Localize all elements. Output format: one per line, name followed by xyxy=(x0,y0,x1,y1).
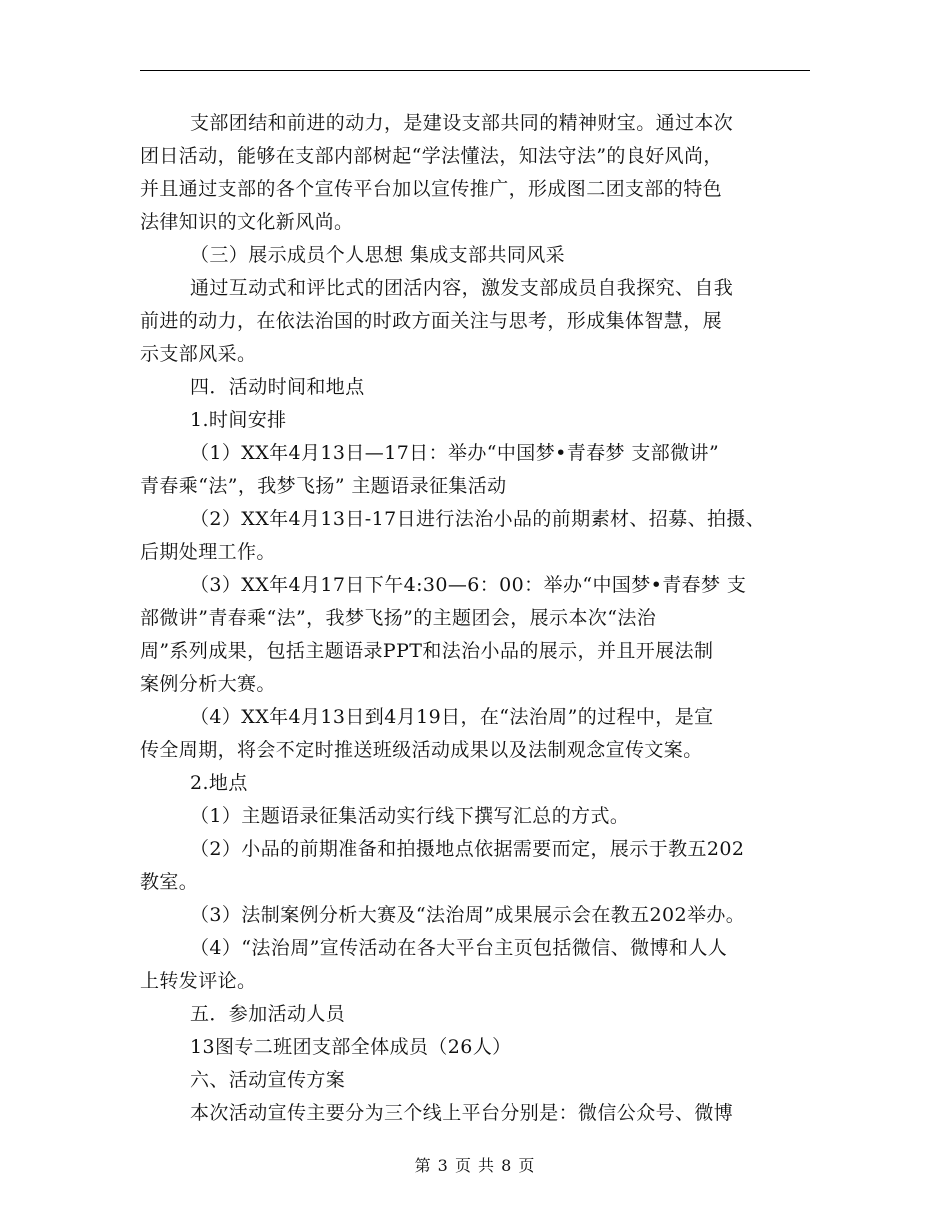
text-line: （2）小品的前期准备和拍摄地点依据需要而定，展示于教五202 xyxy=(190,838,745,860)
text-line: 前进的动力，在依法治国的时政方面关注与思考，形成集体智慧，展 xyxy=(140,310,723,332)
section-heading: 六、活动宣传方案 xyxy=(190,1069,346,1091)
text-line: 部微讲”青春乘“法”，我梦飞扬”的主题团会，展示本次“法治 xyxy=(140,607,657,629)
text-line: （1）XX年4月13日—17日：举办“中国梦•青春梦 支部微讲” xyxy=(190,442,720,464)
text-line: 青春乘“法”，我梦飞扬” 主题语录征集活动 xyxy=(140,475,507,497)
text-line: （4）“法治周”宣传活动在各大平台主页包括微信、微博和人人 xyxy=(190,937,728,959)
text-line: 案例分析大赛。 xyxy=(140,673,276,695)
text-line: 团日活动，能够在支部内部树起“学法懂法，知法守法”的良好风尚， xyxy=(140,145,723,167)
text-line: 教室。 xyxy=(140,871,199,893)
section-heading: （三）展示成员个人思想 集成支部共同风采 xyxy=(190,244,566,266)
text-line: 支部团结和前进的动力，是建设支部共同的精神财宝。通过本次 xyxy=(190,112,734,134)
text-line: 通过互动式和评比式的团活内容，激发支部成员自我探究、自我 xyxy=(190,277,734,299)
text-line: （2）XX年4月13日-17日进行法治小品的前期素材、招募、拍摄、 xyxy=(190,508,766,530)
section-heading: 四．活动时间和地点 xyxy=(190,376,365,398)
text-line: （4）XX年4月13日到4月19日，在“法治周”的过程中，是宣 xyxy=(190,706,714,728)
subsection-heading: 2.地点 xyxy=(190,772,248,794)
text-line: 周”系列成果，包括主题语录PPT和法治小品的展示，并且开展法制 xyxy=(140,640,714,662)
text-line: （1）主题语录征集活动实行线下撰写汇总的方式。 xyxy=(190,805,630,827)
text-line: （3）法制案例分析大赛及“法治周”成果展示会在教五202举办。 xyxy=(190,904,746,926)
section-heading: 五．参加活动人员 xyxy=(190,1003,346,1025)
text-line: 后期处理工作。 xyxy=(140,541,276,563)
text-line: 法律知识的文化新风尚。 xyxy=(140,211,354,233)
text-line: 传全周期，将会不定时推送班级活动成果以及法制观念宣传文案。 xyxy=(140,739,703,761)
header-rule xyxy=(140,70,810,71)
page-number-footer: 第 3 页 共 8 页 xyxy=(414,1156,536,1175)
text-line: 并且通过支部的各个宣传平台加以宣传推广，形成图二团支部的特色 xyxy=(140,178,723,200)
text-line: 上转发评论。 xyxy=(140,970,257,992)
text-line: 示支部风采。 xyxy=(140,343,257,365)
text-line: 13图专二班团支部全体成员（26人） xyxy=(190,1036,512,1058)
subsection-heading: 1.时间安排 xyxy=(190,409,287,431)
text-line: 本次活动宣传主要分为三个线上平台分别是：微信公众号、微博 xyxy=(190,1102,734,1124)
text-line: （3）XX年4月17日下午4:30—6：00：举办“中国梦•青春梦 支 xyxy=(190,574,747,596)
